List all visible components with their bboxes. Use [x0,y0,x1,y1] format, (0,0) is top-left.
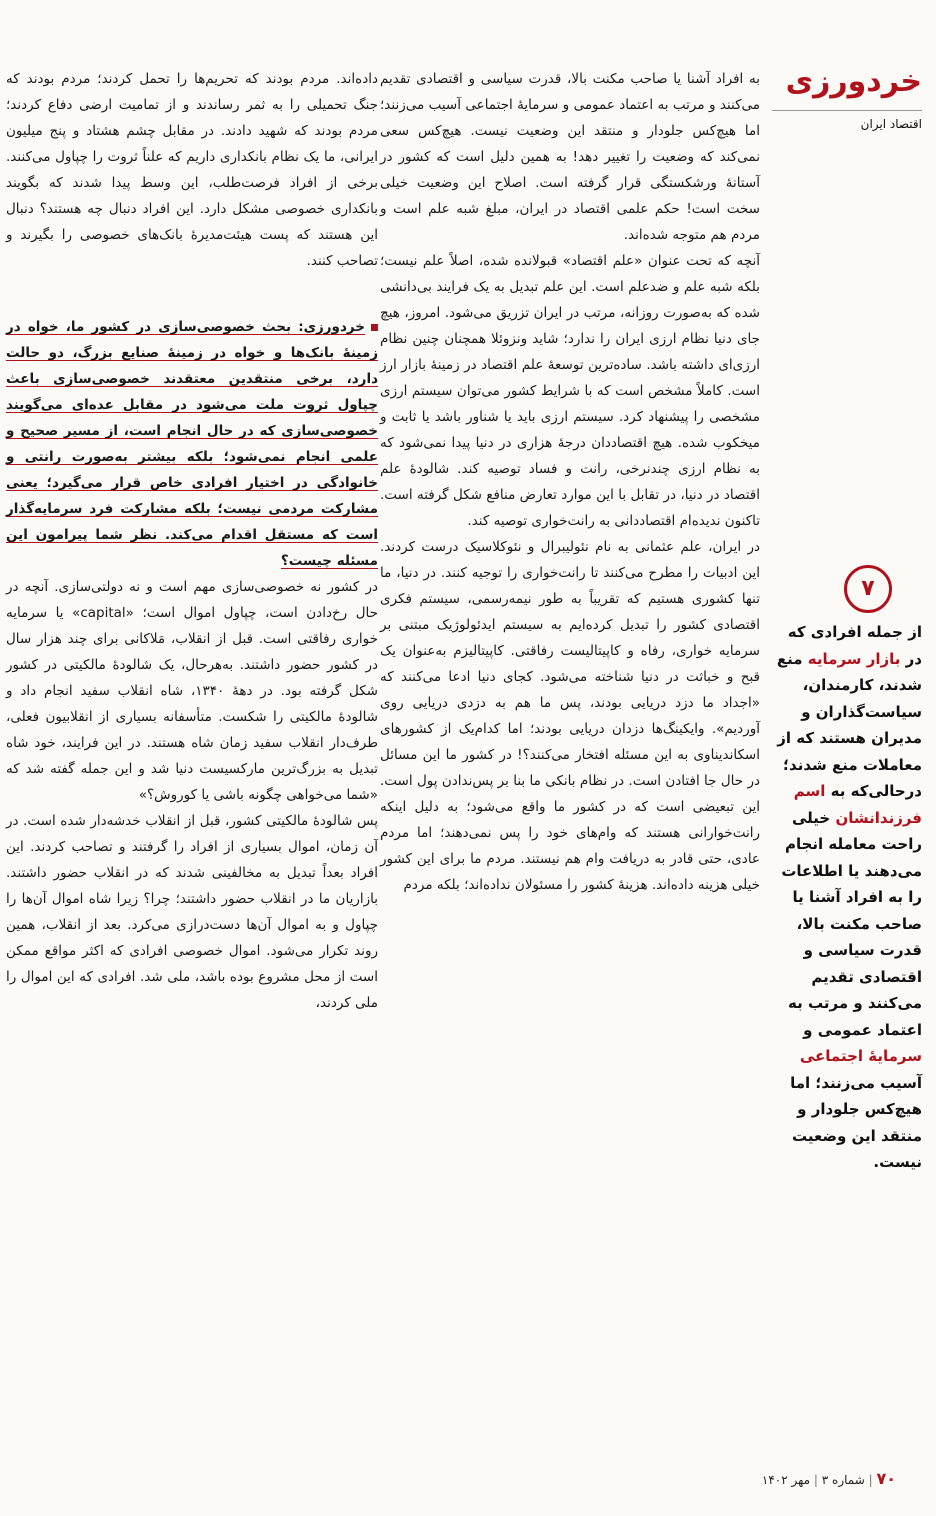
pull-quote-part: منع شدند، کارمندان، سیاست‌گذاران و مدیران هستند که از معاملات منع شدند؛ درحالی‌که به [776,649,922,800]
pull-quote-part: از جمله افرادی که در [787,623,922,668]
page-footer [762,1469,896,1488]
pull-quote-highlight: بازار سرمایه [807,649,901,668]
column-2 [6,66,378,1016]
logo: خردورزی [785,64,922,99]
issue-number: شماره ۳ [821,1473,865,1487]
paragraph: در کشور نه خصوصی‌سازی مهم است و نه دولتی‌سازی. آنچه در حال رخ‌دادن است، چپاول اموال است؛ «capital» یا سرمایه خواری رفاقتی است. قبل از انقلاب، مَلاکانی برای چند هزار سال در کشور حضور داشتند. به‌هرحال، یک شالودهٔ مالکیتی در کشور شکل گرفته بود. در دههٔ ۱۳۴۰، شاه انقلاب سفید انجام داد و شالودهٔ مالکیتی را شکست. متأسفانه بسیاری از انقلابیون فعلی، طرف‌دار انقلاب سفید زمان شاه هستند. در این فرایند، خود شاه تبدیل به بزرگ‌ترین مارکسیست دنیا شد و این جمله گفته شد که «شما می‌خواهی چگونه باشی یا کوروش؟» [6,579,379,803]
question-marker [371,324,378,331]
section-label: اقتصاد ایران [772,110,922,131]
paragraph: در ایران، علم عثمانی به نام نئولیبرال و نئوکلاسیک درست کردند. این ادبیات را مطرح می‌کنند تا رانت‌خواری را توجیه کنند. در دنیا، ما تنها کشوری هستیم که تقریباً به طور نیمه‌رسمی، سیستم فکری اقتصادی کشور را تبدیل کرده‌ایم به سیستم ایدئولوژیک مبتنی بر سرمایه خواری، رفاه و کاپیتالیست رفاقتی. کاپیتالیزم به‌عنوان یک قبح و خباثت در دنیا شناخته می‌شود. کجای دنیا ادعا می‌کنند که «اجداد ما دزد دریایی بودند، پس ما هم به دزدی دریایی روی آوردیم». وایکینگ‌ها دزدان دریایی بودند؛ اما کدام‌یک از کشورهای اسکاندیناوی به این مسئله افتخار می‌کنند؟! در کشور ما این مسائل در حال جا افتادن است. در نظام بانکی ما بنا بر پس‌ندادن پول است. این تبعیضی است که در کشور ما واقع می‌شود؛ به دلیل اینکه رانت‌خوارانی هستند که وام‌های خود را پس نمی‌دهند؛ اما مردم عادی، حتی قادر به دریافت وام هم نیستند. مردم ما برای این کشور خیلی هزینه داده‌اند. هزینهٔ کشور را مسئولان نداده‌اند؛ بلکه مردم [380,539,760,893]
brand [772,62,922,131]
interview-question [6,314,378,574]
pull-quote-number: ۷ [844,565,892,613]
question-text: خردورزی: بحث خصوصی‌سازی در کشور ما، خواه در زمینهٔ بانک‌ها و خواه در زمینهٔ صنایع بزرگ، دو حالت دارد، برخی منتقدین معتقدند خصوصی‌سازی باعث چپاول ثروت ملت می‌شود در مقابل عده‌ای می‌گویند خصوصی‌سازی که در حال انجام است، از مسیر صحیح و علمی انجام نمی‌شود؛ بلکه بیشتر به‌صورت رانتی و خانوادگی در اختیار افرادی خاص قرار می‌گیرد؛ یعنی مشارکت مردمی نیست؛ بلکه مشارکت فرد سرمایه‌گذار است که مستقل اقدام می‌کند. نظر شما پیرامون این مسئله چیست؟ [6,319,378,569]
pull-quote-text [772,619,922,1176]
separator: | [868,1473,873,1487]
pull-quote-highlight: اسم فرزندانشان [793,782,922,827]
issue-date: مهر ۱۴۰۲ [761,1473,811,1487]
pull-quote-part: آسیب می‌زنند؛ اما هیچ‌کس جلودار و منتقد این وضعیت نیست. [790,1073,922,1171]
paragraph: پس شالودهٔ مالکیتی کشور، قبل از انقلاب خدشه‌دار شده است. در آن زمان، اموال بسیاری از افراد را گرفتند و تصاحب کردند. این افراد بعداً تبدیل به مخالفینی شدند که در انقلاب حضور داشتند. بازاریان ما در انقلاب حضور داشتند؛ چرا؟ زیرا شاه اموال آن‌ها را چپاول و به اموال آن‌ها دست‌درازی می‌کرد. بعد از انقلاب، همین روند تکرار می‌شود. اموال خصوصی افرادی که اکثر مواقع ممکن است از محل مشروع بوده باشد، ملی شد. افرادی که این اموال را ملی کردند، [6,813,378,1011]
paragraph: داده‌اند. مردم بودند که تحریم‌ها را تحمل کردند؛ مردم بودند که جنگ تحمیلی را به ثمر رساندند و از تمامیت ارضی دفاع کردند؛ مردم بودند که شهید دادند. در مقابل چشم هشتاد و پنج میلیون ایرانی، ما یک نظام بانکداری داریم که علناً ثروت را چپاول می‌کنند. برخی از افراد فرصت‌طلب، این وسط پیدا شدند که بگویند بانکداری خصوصی مشکل دارد. این افراد دنبال چه هستند؟ دنبال این هستند که پست هیئت‌مدیرهٔ بانک‌های خصوصی را بگیرند و تصاحب کنند. [6,71,378,269]
paragraph: به افراد آشنا یا صاحب مکنت بالا، قدرت سیاسی و اقتصادی تقدیم می‌کنند و مرتب به اعتماد عمومی و سرمایهٔ اجتماعی آسیب می‌زنند؛ اما هیچ‌کس جلودار و منتقد این وضعیت نیست. هیچ‌کس سعی نمی‌کند که وضعیت را تغییر دهد! به همین دلیل است که کشور در آستانهٔ ورشکستگی قرار گرفته است. اصلاح این وضعیت خیلی سخت است! حکم علمی اقتصاد در ایران، مبلغ شبه علم است و مردم هم متوجه شده‌اند. [380,71,760,243]
pull-quote-highlight: سرمایهٔ اجتماعی [799,1047,922,1065]
page-number: ۷۰ [876,1469,896,1488]
column-1 [380,66,760,898]
paragraph: آنچه که تحت عنوان «علم اقتصاد» قبولانده شده، اصلاً علم نیست؛ بلکه شبه علم و ضدعلم است. این علم تبدیل به یک فرایند بی‌دانشی شده که به‌صورت روزانه، مرتب در ایران تزریق می‌شود. امروز، هیچ جای دنیا نظام ارزی ایران را ندارد؛ شاید ونزوئلا همچنان چنین نظام ارزی‌ای داشته باشد. ساده‌ترین توسعهٔ علم اقتصاد در زمینهٔ بازار ارز است. کاملاً مشخص است که با شرایط کشور می‌توان سیستم ارزی مشخصی را پیشنهاد کرد. سیستم ارزی باید یا شناور باشد یا ثابت و میخکوب شده. هیچ اقتصاددان درجهٔ هزاری در دنیا پیدا نمی‌شود که به نظام ارزی چندنرخی، رانت و فساد توصیه کند. شالودهٔ علم اقتصاد در دنیا، در تقابل با این موارد تعارض منافع شکل گرفته است. تاکنون ندیده‌ام اقتصاددانی به رانت‌خواری توصیه کند. [380,253,760,529]
separator: | [813,1473,818,1487]
pull-quote-part: خیلی راحت معامله انجام می‌دهند یا اطلاعات را به افراد آشنا یا صاحب مکنت بالا، قدرت سیاسی و اقتصادی تقدیم می‌کنند و مرتب به اعتماد عمومی و [781,808,922,1039]
pull-quote [772,565,922,1176]
